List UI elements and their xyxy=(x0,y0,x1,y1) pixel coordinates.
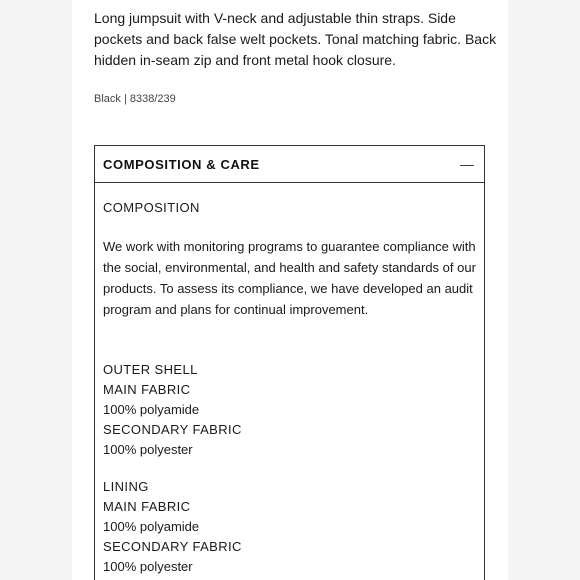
color-reference: Black | 8338/239 xyxy=(94,93,176,105)
secondary-fabric-value: 100% polyester xyxy=(103,442,193,457)
product-description: Long jumpsuit with V-neck and adjustable thin straps. Side pockets and back false welt pockets. Tonal matching fabric. Back hidden in-seam zip and front metal hook closure. xyxy=(94,10,497,68)
main-fabric-value: 100% polyamide xyxy=(103,519,200,534)
outer-shell-group xyxy=(103,360,473,460)
secondary-fabric-value: 100% polyester xyxy=(103,559,193,574)
secondary-fabric-label: SECONDARY FABRIC xyxy=(103,539,242,554)
composition-heading: COMPOSITION xyxy=(103,200,200,215)
lining-group xyxy=(103,477,473,577)
main-fabric-value: 100% polyamide xyxy=(103,402,200,417)
group-name: LINING xyxy=(103,479,149,494)
accordion-header[interactable] xyxy=(95,146,484,183)
compliance-text: We work with monitoring programs to guarantee compliance with the social, environmental, and health and safety standards of our products. To assess its compliance, we have developed an audit program and plans for continual improvement. xyxy=(103,239,476,317)
main-fabric-label: MAIN FABRIC xyxy=(103,382,191,397)
product-details-panel xyxy=(72,0,508,580)
composition-care-accordion xyxy=(94,145,485,580)
main-fabric-label: MAIN FABRIC xyxy=(103,499,191,514)
group-name: OUTER SHELL xyxy=(103,362,198,377)
secondary-fabric-label: SECONDARY FABRIC xyxy=(103,422,242,437)
accordion-title: COMPOSITION & CARE xyxy=(103,156,260,172)
collapse-icon[interactable]: — xyxy=(460,156,474,172)
